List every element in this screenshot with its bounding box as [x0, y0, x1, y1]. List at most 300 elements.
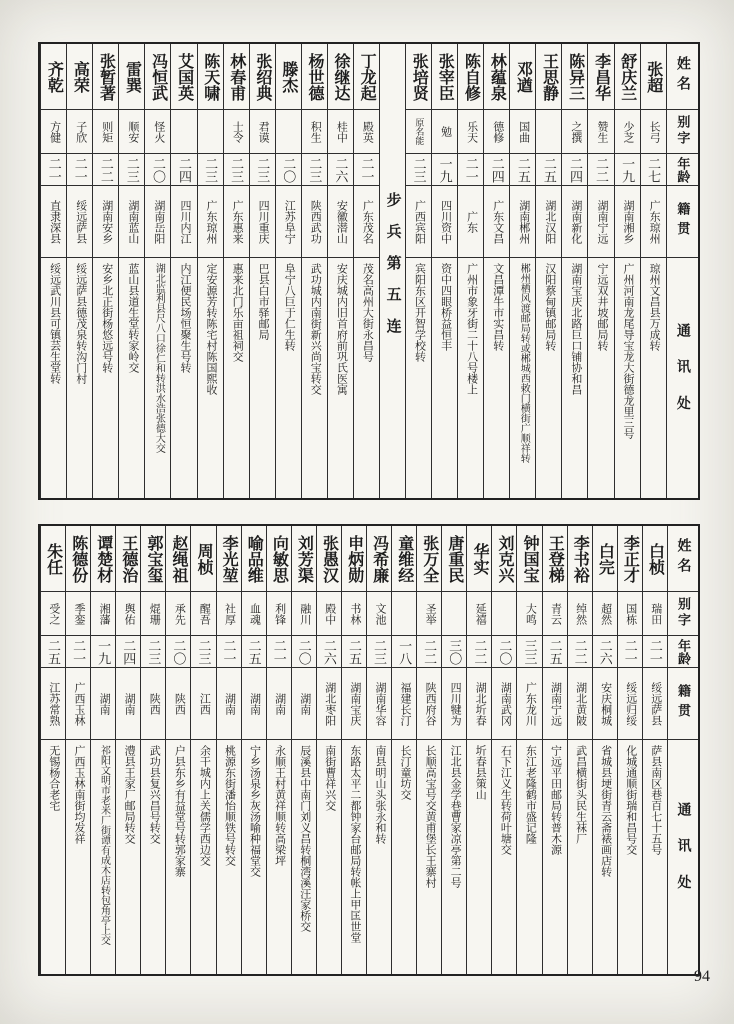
person-native-place: 湖南岳阳: [145, 186, 170, 258]
person-age: 二六: [593, 636, 617, 668]
person-native-place: 广东: [458, 186, 483, 258]
person-age: 二五: [543, 636, 567, 668]
person-column: [40, 526, 65, 974]
person-courtesy-name: 利锋: [267, 592, 291, 636]
person-address: 武功城内南街新兴尚宝转交: [309, 263, 322, 395]
person-courtesy-name: 桂中: [328, 110, 353, 154]
person-address: 资中四眼桥益恒丰: [439, 263, 452, 351]
person-address: 萨县南区巷百七十五号: [649, 745, 662, 855]
person-courtesy-name: 融川: [292, 592, 316, 636]
person-name: 张暂著: [93, 44, 118, 110]
person-courtesy-name: 怪火: [145, 110, 170, 154]
person-name: 张宰臣: [432, 44, 457, 110]
person-native-place: 广东惠来: [224, 186, 249, 258]
roster-table-bottom: [38, 524, 700, 976]
person-courtesy-name: [276, 110, 301, 154]
person-age: 二一: [354, 154, 379, 186]
person-native-place: 湖南蓝山: [119, 186, 144, 258]
person-age: 二四: [562, 154, 587, 186]
person-column: [617, 526, 642, 974]
person-address: 户县东乡有益堂号转郭家寨: [173, 745, 186, 877]
person-address: 南县明山头张永和转: [373, 745, 386, 844]
person-name: 李正才: [618, 526, 642, 592]
person-age: 二二: [568, 636, 592, 668]
person-age: 二一: [67, 154, 92, 186]
person-native-place: 湖北圻春: [467, 668, 491, 740]
person-courtesy-name: 勉: [432, 110, 457, 154]
person-address: 南街曹祥兴交: [323, 745, 336, 811]
person-address: 巴县白市驿邮局: [257, 263, 270, 340]
person-age: 一九: [615, 154, 640, 186]
person-age: 二四: [484, 154, 509, 186]
person-age: 二五: [242, 636, 266, 668]
person-age: 二〇: [276, 154, 301, 186]
person-native-place: 湖南: [242, 668, 266, 740]
person-courtesy-name: 文池: [367, 592, 391, 636]
person-age: 二六: [328, 154, 353, 186]
person-column: [90, 526, 115, 974]
person-age: 一九: [432, 154, 457, 186]
person-column: [197, 44, 223, 498]
person-age: 二三: [250, 154, 275, 186]
person-age: 二三: [224, 154, 249, 186]
person-column: [291, 526, 316, 974]
person-column: [275, 44, 301, 498]
person-column: [535, 44, 561, 498]
person-name: 郭宝玺: [141, 526, 165, 592]
person-age: 二一: [458, 154, 483, 186]
person-native-place: 江西: [191, 668, 215, 740]
person-native-place: 江苏阜宁: [276, 186, 301, 258]
person-name: 徐继达: [328, 44, 353, 110]
person-courtesy-name: 子欣: [67, 110, 92, 154]
person-age: 二五: [41, 636, 65, 668]
person-address: 宾阳东区开智学校转: [413, 263, 426, 362]
person-address: 武昌横街头民生袜厂: [574, 745, 587, 844]
person-name: 白桢: [643, 526, 667, 592]
person-age: 二三: [302, 154, 327, 186]
person-name: 张万全: [417, 526, 441, 592]
person-column: [516, 526, 541, 974]
person-address: 安庆城内旧首府前巩氏医寓: [335, 263, 348, 395]
person-address: 湖北监利县尺八口徐仁和转洪水浩张德大交: [153, 263, 165, 453]
person-column: [431, 44, 457, 498]
person-column: [249, 44, 275, 498]
person-native-place: 湖南: [267, 668, 291, 740]
person-age: 二四: [171, 154, 196, 186]
person-name: 张超: [641, 44, 666, 110]
person-address: 广西玉林南街均发祥: [73, 745, 85, 844]
person-address: 广州河南龙尾导宝龙大街德龙里三号: [622, 263, 634, 439]
person-name: 王思静: [536, 44, 561, 110]
person-column: [614, 44, 640, 498]
person-name: 朱任: [41, 526, 65, 592]
person-courtesy-name: 少芝: [615, 110, 640, 154]
person-address: 无锡杨合老宅: [47, 745, 60, 811]
person-name: 喻品维: [242, 526, 266, 592]
person-address: 武功县复兴昌号转交: [148, 745, 161, 844]
section-divider-column: [379, 44, 405, 498]
person-native-place: 绥远归绥: [618, 668, 642, 740]
person-column: [223, 44, 249, 498]
person-column: [170, 44, 196, 498]
person-column: [561, 44, 587, 498]
person-native-place: 绥远萨县: [643, 668, 667, 740]
person-address: 绥远武川县可镇芸生堂转: [48, 263, 61, 384]
person-courtesy-name: 圣举: [417, 592, 441, 636]
person-courtesy-name: 绰然: [568, 592, 592, 636]
person-name: 林蕴泉: [484, 44, 509, 110]
person-courtesy-name: 醒吾: [191, 592, 215, 636]
person-native-place: 广东茂名: [354, 186, 379, 258]
header-column: [667, 526, 698, 974]
person-courtesy-name: [442, 592, 466, 636]
person-age: 二〇: [292, 636, 316, 668]
person-courtesy-name: 国栋: [618, 592, 642, 636]
person-native-place: 四川犍为: [442, 668, 466, 740]
person-courtesy-name: 瑞田: [643, 592, 667, 636]
person-native-place: 湖北黄陂: [568, 668, 592, 740]
person-name: 周桢: [191, 526, 215, 592]
person-address: 宁乡汤泉乡灰汤喻种福堂交: [248, 745, 261, 877]
person-column: [587, 44, 613, 498]
person-address: 郴州栖风渡邮局转或郴城西敕门横街广顺祥转: [518, 263, 530, 463]
person-courtesy-name: 焜珊: [141, 592, 165, 636]
person-native-place: 湖南郴州: [510, 186, 535, 258]
header-address: 通讯处: [675, 802, 691, 912]
person-name: 陈异三: [562, 44, 587, 110]
person-age: 一八: [392, 636, 416, 668]
person-address: 余干城内上关儒学西边交: [198, 745, 211, 866]
person-courtesy-name: [198, 110, 223, 154]
person-column: [190, 526, 215, 974]
person-address: 化城通顺街瑞和昌号交: [624, 745, 637, 855]
person-name: 刘克兴: [492, 526, 516, 592]
person-name: 艾国英: [171, 44, 196, 110]
person-address: 东江老隆鹤市盛记隆: [524, 745, 537, 844]
person-native-place: 安庆桐城: [593, 668, 617, 740]
person-address: 阜宁八巨于仁生转: [283, 263, 296, 351]
person-column: [40, 44, 66, 498]
person-courtesy-name: 积生: [302, 110, 327, 154]
person-courtesy-name: [392, 592, 416, 636]
person-column: [640, 44, 666, 498]
person-courtesy-name: 受之: [41, 592, 65, 636]
header-native-place: 籍贯: [667, 186, 698, 258]
person-native-place: 湖南: [217, 668, 241, 740]
person-name: 林春甫: [224, 44, 249, 110]
person-address: 东路太平二都钟家台邮局转帐上甲匡世堂: [348, 745, 361, 943]
person-age: 三三: [517, 636, 541, 668]
section-label: 步兵第五连: [384, 192, 401, 350]
person-courtesy-name: 国曲: [510, 110, 535, 154]
person-native-place: 湖南宝庆: [342, 668, 366, 740]
person-courtesy-name: 血魂: [242, 592, 266, 636]
person-column: [341, 526, 366, 974]
header-age: 年龄: [667, 154, 698, 186]
person-courtesy-name: 社厚: [217, 592, 241, 636]
person-name: 张绍典: [250, 44, 275, 110]
header-age: 年龄: [668, 636, 698, 668]
header-courtesy-name: 别字: [668, 592, 698, 636]
person-column: [66, 44, 92, 498]
person-column: [301, 44, 327, 498]
person-name: 滕杰: [276, 44, 301, 110]
header-name: 姓名: [668, 526, 698, 592]
person-age: 二三: [119, 154, 144, 186]
header-courtesy-name: 别字: [667, 110, 698, 154]
header-address: 通讯处: [674, 323, 690, 433]
person-name: 李书裕: [568, 526, 592, 592]
person-native-place: 湖南安乡: [93, 186, 118, 258]
person-native-place: 陕西武功: [302, 186, 327, 258]
person-native-place: 直隶深县: [41, 186, 66, 258]
person-age: 一九: [91, 636, 115, 668]
person-column: [144, 44, 170, 498]
person-address: 江北县金学巷曹家凉亭第二号: [449, 745, 462, 888]
person-native-place: 四川内江: [171, 186, 196, 258]
person-name: 冯希廉: [367, 526, 391, 592]
person-column: [466, 526, 491, 974]
person-name: 齐乾: [41, 44, 66, 110]
person-column: [416, 526, 441, 974]
person-name: 唐重民: [442, 526, 466, 592]
person-address: 茂名高州大街永昌号: [361, 263, 374, 362]
person-address: 定安源芳转陈宅村陈国熙收: [205, 263, 217, 395]
person-age: 二七: [641, 154, 666, 186]
person-courtesy-name: [171, 110, 196, 154]
person-column: [457, 44, 483, 498]
person-native-place: 广西玉林: [66, 668, 90, 740]
person-column: [592, 526, 617, 974]
person-courtesy-name: 季銮: [66, 592, 90, 636]
person-name: 陈德份: [66, 526, 90, 592]
person-native-place: 安徽潜山: [328, 186, 353, 258]
person-courtesy-name: 延禧: [467, 592, 491, 636]
person-column: [441, 526, 466, 974]
person-column: [266, 526, 291, 974]
person-native-place: 绥远萨县: [67, 186, 92, 258]
person-column: [353, 44, 379, 498]
person-address: 内江便民场恒聚生号转: [178, 263, 191, 373]
person-name: 白完: [593, 526, 617, 592]
person-native-place: 广东龙川: [517, 668, 541, 740]
person-column: [140, 526, 165, 974]
person-address: 长顺高宝号交黄甫堡长王寨村: [424, 745, 437, 888]
person-address: 琼州文昌县万成转: [648, 263, 661, 351]
person-name: 舒庆兰: [615, 44, 640, 110]
person-courtesy-name: 赞生: [588, 110, 613, 154]
roster-table-top: [38, 42, 700, 500]
person-column: [216, 526, 241, 974]
person-address: 文昌潭牛市实昌转: [491, 263, 504, 351]
person-address: 省城县埂街青云斋裱画店转: [599, 745, 612, 877]
person-column: [92, 44, 118, 498]
person-column: [542, 526, 567, 974]
person-age: 二三: [141, 636, 165, 668]
person-name: 陈自修: [458, 44, 483, 110]
person-native-place: 广东文昌: [484, 186, 509, 258]
person-column: [118, 44, 144, 498]
person-courtesy-name: 超然: [593, 592, 617, 636]
person-courtesy-name: 方健: [41, 110, 66, 154]
person-courtesy-name: [492, 592, 516, 636]
person-column: [509, 44, 535, 498]
person-age: 二一: [41, 154, 66, 186]
person-name: 向敏思: [267, 526, 291, 592]
person-name: 冯恒武: [145, 44, 170, 110]
person-courtesy-name: 原名能: [406, 110, 431, 154]
person-column: [316, 526, 341, 974]
person-column: [567, 526, 592, 974]
person-age: 二二: [93, 154, 118, 186]
person-address: 蓝山县道生堂转家岭交: [126, 263, 139, 373]
person-name: 华实: [467, 526, 491, 592]
person-native-place: 湖南华容: [367, 668, 391, 740]
person-address: 澧县王家厂邮局转交: [123, 745, 136, 844]
person-age: 二〇: [145, 154, 170, 186]
person-name: 雷巽: [119, 44, 144, 110]
person-age: 二〇: [166, 636, 190, 668]
person-native-place: 陕西: [166, 668, 190, 740]
person-native-place: 湖南新化: [562, 186, 587, 258]
person-native-place: 陕西府谷: [417, 668, 441, 740]
person-column: [327, 44, 353, 498]
person-name: 刘芳渠: [292, 526, 316, 592]
person-courtesy-name: 乐天: [458, 110, 483, 154]
person-address: 广州市象牙街二十八号楼上: [465, 263, 478, 395]
person-address: 绥远萨县德茂泉转沟门村: [74, 263, 87, 384]
person-column: [491, 526, 516, 974]
person-name: 李昌华: [588, 44, 613, 110]
person-age: 二一: [217, 636, 241, 668]
person-courtesy-name: 则矩: [93, 110, 118, 154]
person-native-place: 广东琼州: [198, 186, 223, 258]
person-age: 二五: [342, 636, 366, 668]
person-courtesy-name: [536, 110, 561, 154]
person-address: 宁远双井坡邮局转: [595, 263, 608, 351]
person-name: 申炳勋: [342, 526, 366, 592]
person-address: 永顺王村黄祥顺转高梁坪: [273, 745, 286, 866]
person-address: 惠来北门乐亩祖祠交: [231, 263, 244, 362]
person-native-place: 陕西: [141, 668, 165, 740]
person-courtesy-name: 顺安: [119, 110, 144, 154]
person-native-place: 湖南: [292, 668, 316, 740]
person-age: 二三: [191, 636, 215, 668]
person-name: 李光堃: [217, 526, 241, 592]
person-age: 二三: [406, 154, 431, 186]
person-native-place: 广西宾阳: [406, 186, 431, 258]
person-address: 桃源东街潘怡顺铁号转交: [223, 745, 236, 866]
person-age: 二〇: [492, 636, 516, 668]
person-native-place: 湖南: [91, 668, 115, 740]
person-address: 汉阳蔡甸镇邮局转: [543, 263, 556, 351]
person-age: 二一: [66, 636, 90, 668]
person-courtesy-name: 书林: [342, 592, 366, 636]
person-age: 二五: [536, 154, 561, 186]
page-number: 94: [694, 968, 710, 985]
person-name: 陈天啸: [198, 44, 223, 110]
person-address: 宁远平田邮局转普木源: [549, 745, 562, 855]
person-courtesy-name: 大鸣: [517, 592, 541, 636]
person-name: 童维经: [392, 526, 416, 592]
person-age: 二三: [198, 154, 223, 186]
person-native-place: 湖南宁远: [588, 186, 613, 258]
person-address: 圻春县策山: [474, 745, 487, 800]
person-column: [391, 526, 416, 974]
person-courtesy-name: 之撰: [562, 110, 587, 154]
person-column: [115, 526, 140, 974]
person-name: 谭楚材: [91, 526, 115, 592]
person-column: [65, 526, 90, 974]
header-name: 姓名: [667, 44, 698, 110]
person-age: 二一: [618, 636, 642, 668]
person-age: 二二: [588, 154, 613, 186]
person-name: 邓遒: [510, 44, 535, 110]
person-native-place: 福建长汀: [392, 668, 416, 740]
person-courtesy-name: 殿英: [354, 110, 379, 154]
person-courtesy-name: 湘藩: [91, 592, 115, 636]
person-name: 赵绳祖: [166, 526, 190, 592]
person-courtesy-name: 殿中: [317, 592, 341, 636]
person-name: 杨世德: [302, 44, 327, 110]
person-courtesy-name: 德修: [484, 110, 509, 154]
person-courtesy-name: 承先: [166, 592, 190, 636]
person-courtesy-name: 舆佑: [116, 592, 140, 636]
person-native-place: 湖南宁远: [543, 668, 567, 740]
person-age: 三〇: [442, 636, 466, 668]
person-age: 二六: [317, 636, 341, 668]
person-age: 二二: [417, 636, 441, 668]
person-column: [241, 526, 266, 974]
person-age: 二三: [367, 636, 391, 668]
person-column: [165, 526, 190, 974]
person-native-place: 湖南武冈: [492, 668, 516, 740]
person-address: 祁阳文明市老米厂街谭有成木店转包角亭上交: [98, 745, 110, 945]
person-native-place: 四川重庆: [250, 186, 275, 258]
person-native-place: 江苏常熟: [41, 668, 65, 740]
person-native-place: 广东琼州: [641, 186, 666, 258]
person-address: 湖南宝庆北路巨口铺协和昌: [569, 263, 582, 395]
person-column: [642, 526, 667, 974]
person-age: 二一: [267, 636, 291, 668]
person-name: 张培贤: [406, 44, 431, 110]
person-age: 二五: [510, 154, 535, 186]
person-age: 二二: [467, 636, 491, 668]
header-native-place: 籍贯: [668, 668, 698, 740]
person-name: 高荣: [67, 44, 92, 110]
person-name: 丁龙起: [354, 44, 379, 110]
person-native-place: 湖南湘乡: [615, 186, 640, 258]
person-address: 辰溪县中南门刘义昌转桐湾溪汪家桥交: [298, 745, 311, 932]
person-courtesy-name: 士令: [224, 110, 249, 154]
person-age: 二一: [643, 636, 667, 668]
person-courtesy-name: 青云: [543, 592, 567, 636]
person-name: 张愚汉: [317, 526, 341, 592]
person-name: 王德治: [116, 526, 140, 592]
person-age: 二四: [116, 636, 140, 668]
person-address: 安乡北正街杨悠远号转: [100, 263, 113, 373]
person-column: [483, 44, 509, 498]
person-column: [366, 526, 391, 974]
header-column: [666, 44, 698, 498]
person-column: [405, 44, 431, 498]
person-native-place: 四川资中: [432, 186, 457, 258]
person-address: 长汀童坊交: [399, 745, 412, 800]
person-address: 石下江义生转荷叶塘交: [499, 745, 512, 855]
person-courtesy-name: 君谟: [250, 110, 275, 154]
person-name: 王登梯: [543, 526, 567, 592]
